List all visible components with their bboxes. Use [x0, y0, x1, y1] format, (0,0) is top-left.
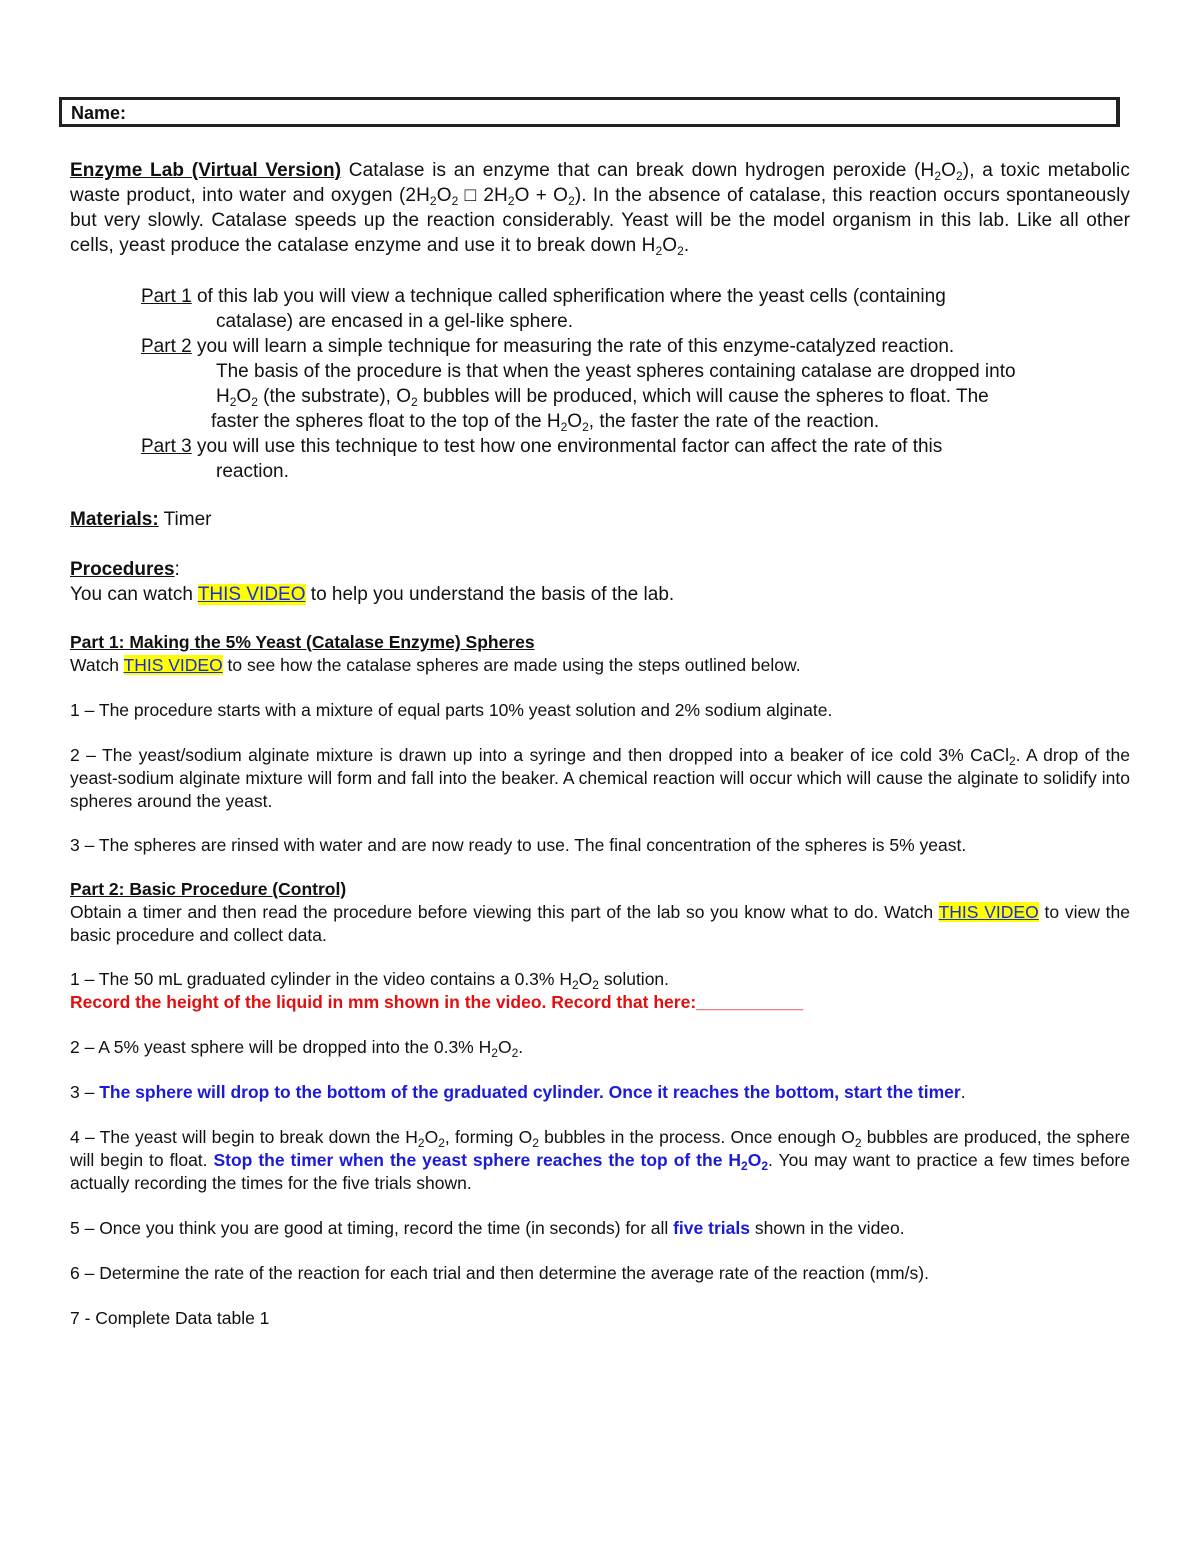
part2-step7: 7 - Complete Data table 1	[70, 1308, 270, 1328]
part1-heading: Part 1: Making the 5% Yeast (Catalase Enzyme) Spheres	[70, 632, 535, 652]
part2-step6: 6 – Determine the rate of the reaction for each trial and then determine the average rate of the reaction (mm/s).	[70, 1263, 929, 1283]
video-link-basis[interactable]: THIS VIDEO	[197, 584, 306, 605]
part1-step1: 1 – The procedure starts with a mixture of equal parts 10% yeast solution and 2% sodium alginate.	[70, 700, 833, 720]
part2-heading: Part 2: Basic Procedure (Control)	[70, 879, 347, 899]
intro-paragraph: Enzyme Lab (Virtual Version) Catalase is an enzyme that can break down hydrogen peroxide $(H_2O_2)$, a toxic metabolic waste product, into water and oxygen ($2H_2O_2$ □ $2H_2O + O_2$). In the absence of catalase, this reaction occurs spontaneously but very slowly. Catalase speeds up the reaction considerably. Yeast will be the model organism in this lab. Like all other cells, yeast produce the catalase enzyme and use it to break down $H_2O_2$.	[70, 160, 1130, 258]
part2-step4: 4 – The yeast will begin to break down the $H_2O_2$, forming $O_2$ bubbles in the process. Once enough $O_2$ bubbles are produced, the sphere will begin to float. Stop the timer when the yeast sphere reaches the top of the $H_2O_2$. You may want to practice a few times before actually recording the times for the five trials shown.	[70, 1127, 1131, 1193]
name-field[interactable]	[59, 97, 1120, 127]
part2-step3: 3 – The sphere will drop to the bottom of the graduated cylinder. Once it reaches the bottom, start the timer.	[70, 1082, 966, 1102]
part1-section: Part 1: Making the 5% Yeast (Catalase Enzyme) Spheres Watch THIS VIDEO to see how the catalase spheres are made using the steps outlined below.	[70, 631, 1130, 677]
part1-overview: Part 1 of this lab you will view a technique called spherification where the yeast cells (containing catalase) are encased in a gel-like sphere.	[141, 286, 946, 332]
video-link-part2[interactable]: THIS VIDEO	[938, 902, 1039, 922]
part1-step3: 3 – The spheres are rinsed with water and are now ready to use. The final concentration of the spheres is 5% yeast.	[70, 835, 967, 855]
procedures: Procedures: You can watch THIS VIDEO to help you understand the basis of the lab.	[70, 559, 675, 605]
lab-title: Enzyme Lab (Virtual Version)	[70, 160, 342, 181]
part2-overview: Part 2 you will learn a simple technique for measuring the rate of this enzyme-catalyzed reaction. The basis of the procedure is that when the yeast spheres containing catalase are dropped into $H_2O_2$ (the substrate), $O_2$ bubbles will be produced, which will cause the spheres to float. The faster the spheres float to the top of the $H_2O_2$, the faster the rate of the reaction.	[141, 336, 1016, 434]
materials: Materials: Timer	[70, 509, 212, 530]
part2-step1: 1 – The 50 mL graduated cylinder in the video contains a 0.3% $H_2O_2$ solution. Record the height of the liquid in mm shown in the video. Record that here:___________	[70, 968, 1130, 1014]
name-label: Name:	[71, 103, 127, 123]
part3-overview: Part 3 you will use this technique to test how one environmental factor can affect the rate of this reaction.	[141, 436, 943, 482]
part2-step5: 5 – Once you think you are good at timing, record the time (in seconds) for all five trials shown in the video.	[70, 1218, 905, 1238]
record-height-instruction: Record the height of the liquid in mm shown in the video. Record that here:___________	[70, 992, 804, 1012]
part1-step2: 2 – The yeast/sodium alginate mixture is drawn up into a syringe and then dropped into a beaker of ice cold 3% CaCl$_2$. A drop of the yeast-sodium alginate mixture will form and fall into the beaker. A chemical reaction will occur which will cause the alginate to solidify into spheres around the yeast.	[70, 745, 1131, 811]
part2-step2: 2 – A 5% yeast sphere will be dropped into the 0.3% $H_2O_2$.	[70, 1037, 524, 1060]
parts-overview	[141, 284, 1131, 484]
part2-section: Part 2: Basic Procedure (Control) Obtain a timer and then read the procedure before viewing this part of the lab so you know what to do. Watch THIS VIDEO to view the basic procedure and collect data.	[70, 879, 1130, 945]
video-link-part1[interactable]: THIS VIDEO	[123, 655, 223, 675]
